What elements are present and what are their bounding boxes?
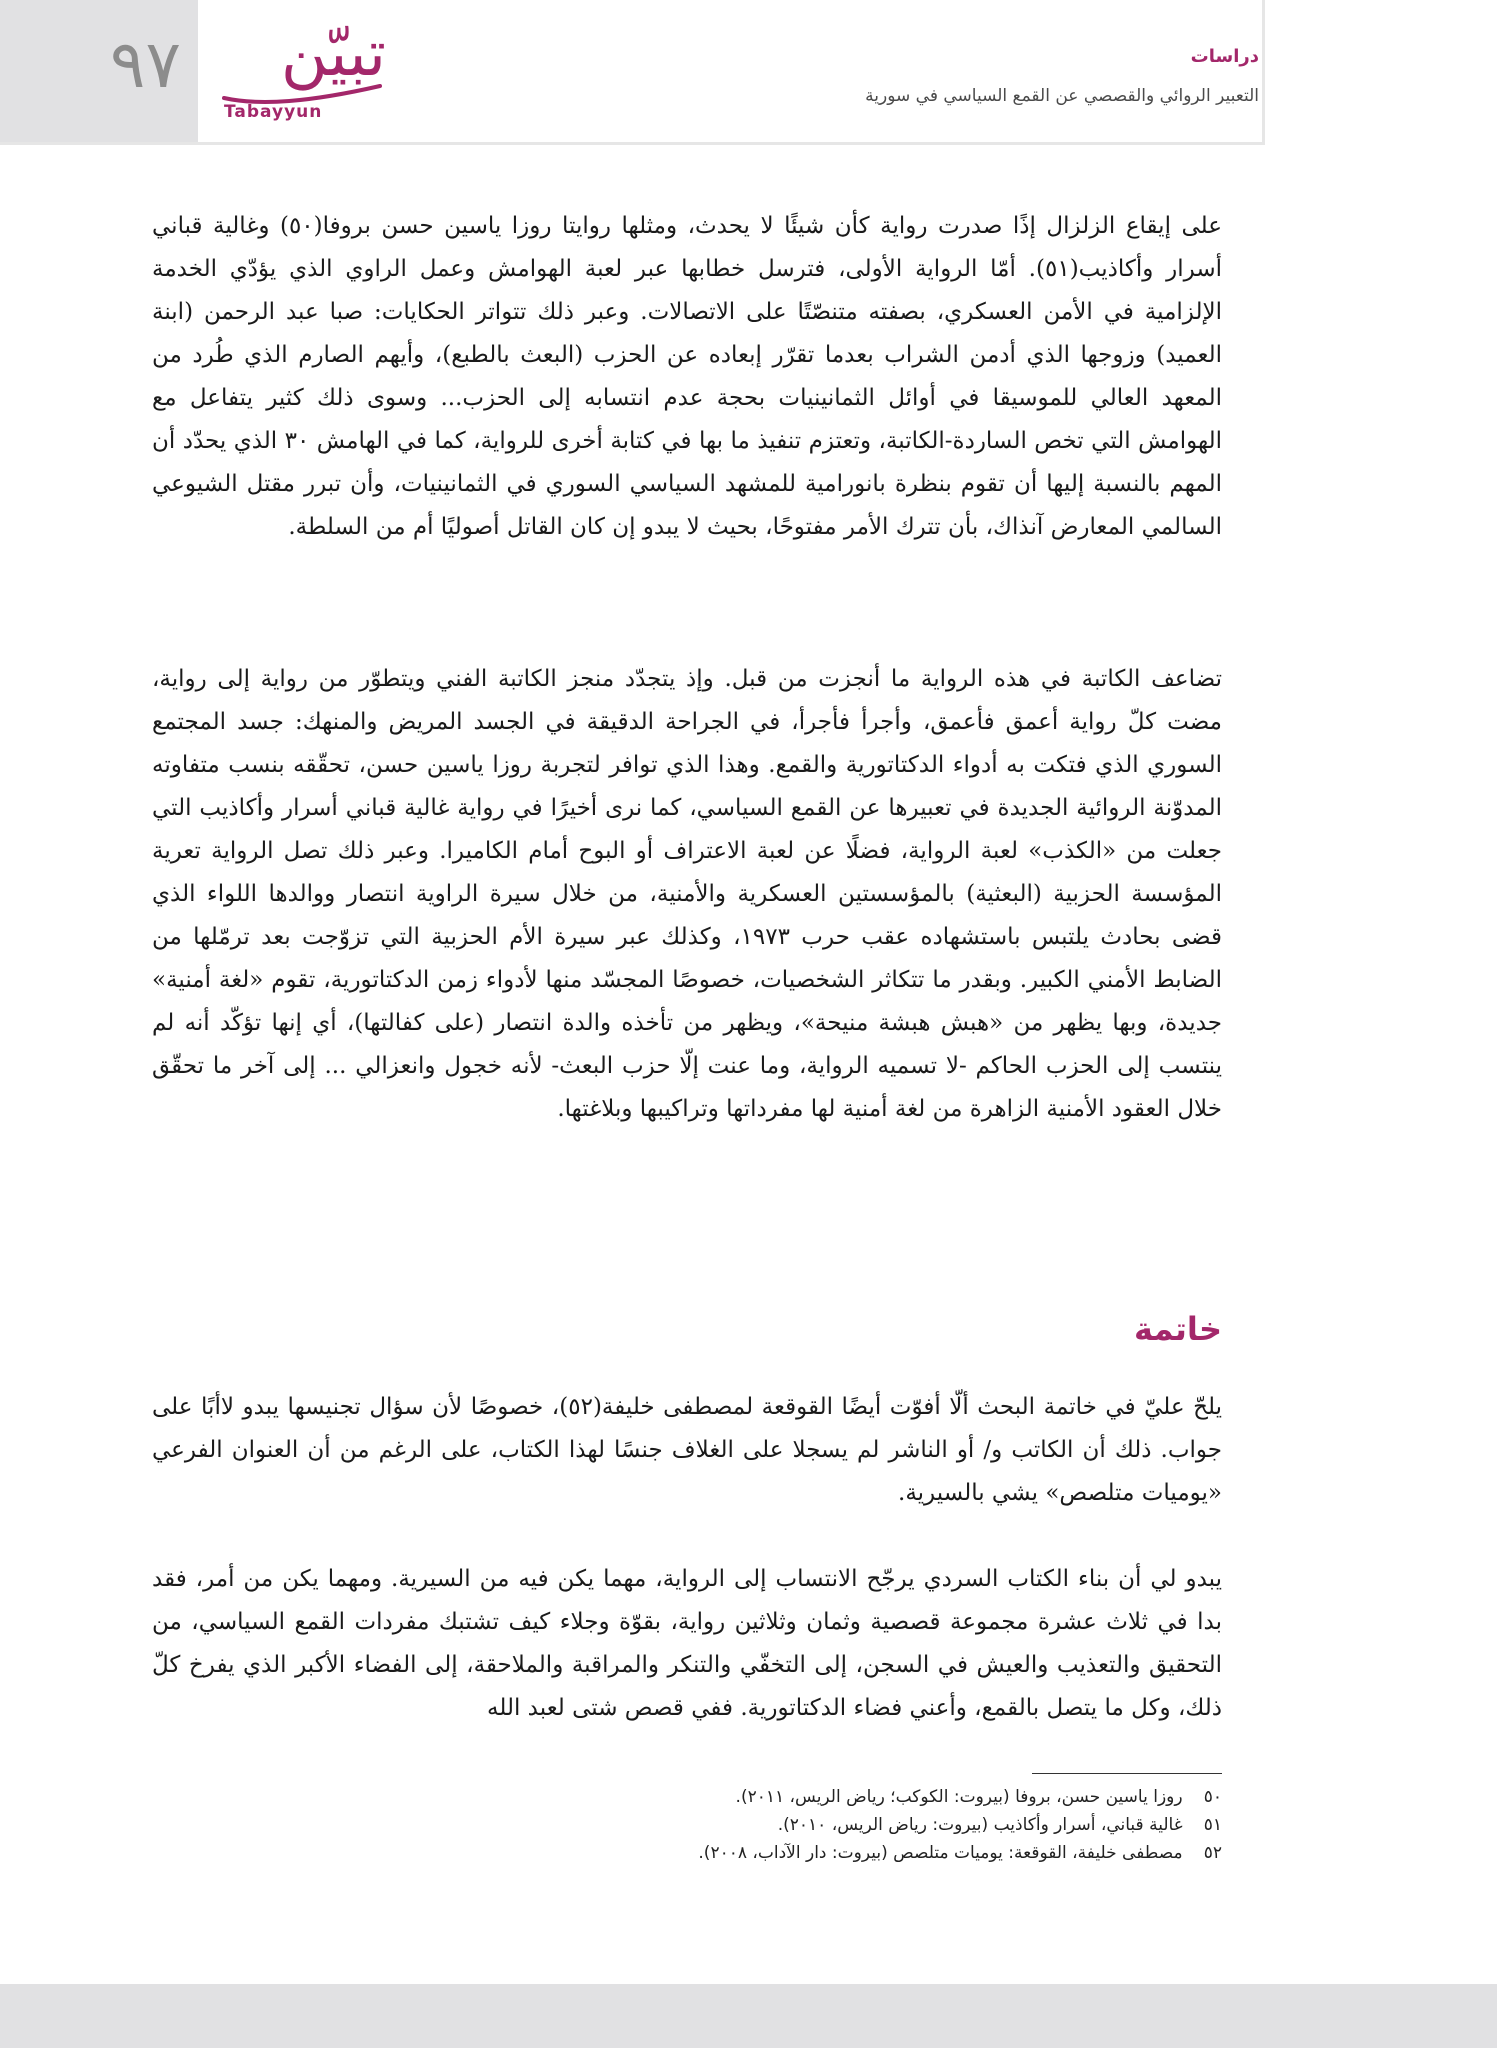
logo-arabic: تبيّن: [280, 17, 386, 91]
paragraph-4: [152, 1558, 1222, 1730]
page-footer-band: [0, 1984, 1497, 2048]
journal-logo: [212, 16, 402, 126]
footnote-number: ٥٠: [1203, 1787, 1222, 1807]
logo-english: Tabayyun: [224, 102, 323, 122]
footnote-52: [400, 1839, 1222, 1867]
footnote-number: ٥١: [1203, 1815, 1222, 1835]
footnote-51: [400, 1811, 1222, 1839]
section-heading-conclusion: خاتمة: [1134, 1310, 1222, 1348]
paragraph-2-text: تضاعف الكاتبة في هذه الرواية ما أنجزت من قبل. وإذ يتجدّد منجز الكاتبة الفني ويتطوّر من رواية إلى رواية، مضت كلّ رواية أعمق فأعمق، وأجرأ فأجرأ، في الجراحة الدقيقة في الجسد المريض والمنهك: جسد المجتمع السوري الذي فتكت به أدواء الدكتاتورية والقمع. وهذا الذي توافر لتجربة روزا ياسين حسن، تحقّقه بنسب متفاوته المدوّنة الروائية الجديدة في تعبيرها عن القمع السياسي، كما نرى أخيرًا في رواية غالية قباني أسرار وأكاذيب التي جعلت من «الكذب» لعبة الرواية، فضلًا عن لعبة الاعتراف أو البوح أمام الكاميرا. وعبر ذلك تصل الرواية تعرية المؤسسة الحزبية (البعثية) بالمؤسستين العسكرية والأمنية، من خلال سيرة الراوية انتصار ووالدها اللواء الذي قضى بحادث يلتبس باستشهاده عقب حرب ١٩٧٣، وكذلك عبر سيرة الأم الحزبية التي تزوّجت بعد ترمّلها من الضابط الأمني الكبير. وبقدر ما تتكاثر الشخصيات، خصوصًا المجسّد منها لأدواء زمن الدكتاتورية، تقوم «لغة أمنية» جديدة، وبها يظهر من «هبش هبشة منيحة»، ويظهر من تأخذه والدة انتصار (على كفالتها)، أي إنها تؤكّد أنه لم ينتسب إلى الحزب الحاكم -لا تسميه الرواية، وما عنت إلّا حزب البعث- لأنه خجول وانعزالي ... إلى آخر ما تحقّق خلال العقود الأمنية الزاهرة من لغة أمنية لها مفرداتها وتراكيبها وبلاغتها.: [152, 666, 1223, 1122]
page-number: ٩٧: [110, 26, 181, 103]
paragraph-1-text: على إيقاع الزلزال إذًا صدرت رواية كأن شيئًا لا يحدث، ومثلها روايتا روزا ياسين حسن بروفا(٥٠) وغالية قباني أسرار وأكاذيب(٥١). أمّا الرواية الأولى، فترسل خطابها عبر لعبة الهوامش وعمل الراوي الذي يؤدّي الخدمة الإلزامية في الأمن العسكري، بصفته متنصّتًا على الاتصالات. وعبر ذلك تتواتر الحكايات: صبا عبد الرحمن (ابنة العميد) وزوجها الذي أدمن الشراب بعدما تقرّر إبعاده عن الحزب (البعث بالطبع)، وأيهم الصارم الذي طُرد من المعهد العالي للموسيقا في أوائل الثمانينيات بحجة عدم انتسابه إلى الحزب... وسوى ذلك كثير يتفاعل مع الهوامش التي تخص الساردة-الكاتبة، وتعتزم تنفيذ ما بها في كتابة أخرى للرواية، كما في الهامش ٣٠ الذي يحدّد أن المهم بالنسبة إليها أن تقوم بنظرة بانورامية للمشهد السياسي السوري في الثمانينيات، وأن تبرر مقتل الشيوعي السالمي المعارض آنذاك، بأن تترك الأمر مفتوحًا، بحيث لا يبدو إن كان القاتل أصوليًا أم من السلطة.: [152, 213, 1223, 540]
footnote-text: غالية قباني، أسرار وأكاذيب (بيروت: رياض الريس، ٢٠١٠).: [777, 1815, 1183, 1835]
paragraph-2: [152, 658, 1222, 1131]
paragraph-4-text: يبدو لي أن بناء الكتاب السردي يرجّح الانتساب إلى الرواية، مهما يكن فيه من السيرية. ومهما يكن من أمر، فقد بدا في ثلاث عشرة مجموعة قصصية وثمان وثلاثين رواية، بقوّة وجلاء كيف تشتبك مفردات القمع السياسي، من التحقيق والتعذيب والعيش في السجن، إلى التخفّي والتنكر والمراقبة والملاحقة، إلى الفضاء الأكبر الذي يفرخ كلّ ذلك، وكل ما يتصل بالقمع، وأعني فضاء الدكتاتورية. ففي قصص شتى لعبد الله: [152, 1566, 1222, 1721]
footnote-text: مصطفى خليفة، القوقعة: يوميات متلصص (بيروت: دار الآداب، ٢٠٠٨).: [698, 1843, 1183, 1863]
footnote-number: ٥٢: [1203, 1843, 1222, 1863]
section-label: دراسات: [1190, 46, 1259, 67]
footnote-text: روزا ياسين حسن، بروفا (بيروت: الكوكب؛ رياض الريس، ٢٠١١).: [735, 1787, 1183, 1807]
paragraph-3-text: يلحّ عليّ في خاتمة البحث ألّا أفوّت أيضًا القوقعة لمصطفى خليفة(٥٢)، خصوصًا لأن سؤال تجنيسها يبدو لاأبًا على جواب. ذلك أن الكاتب و/ أو الناشر لم يسجلا على الغلاف جنسًا لهذا الكتاب، على الرغم من أن العنوان الفرعي «يوميات متلصص» يشي بالسيرية.: [152, 1394, 1223, 1506]
paragraph-3: [152, 1386, 1222, 1515]
footnote-divider: [1032, 1773, 1222, 1774]
running-title: التعبير الروائي والقصصي عن القمع السياسي في سورية: [865, 86, 1259, 106]
paragraph-1: [152, 205, 1222, 549]
footnotes: [400, 1783, 1222, 1867]
page-number-box: [0, 0, 198, 142]
footnote-50: [400, 1783, 1222, 1811]
